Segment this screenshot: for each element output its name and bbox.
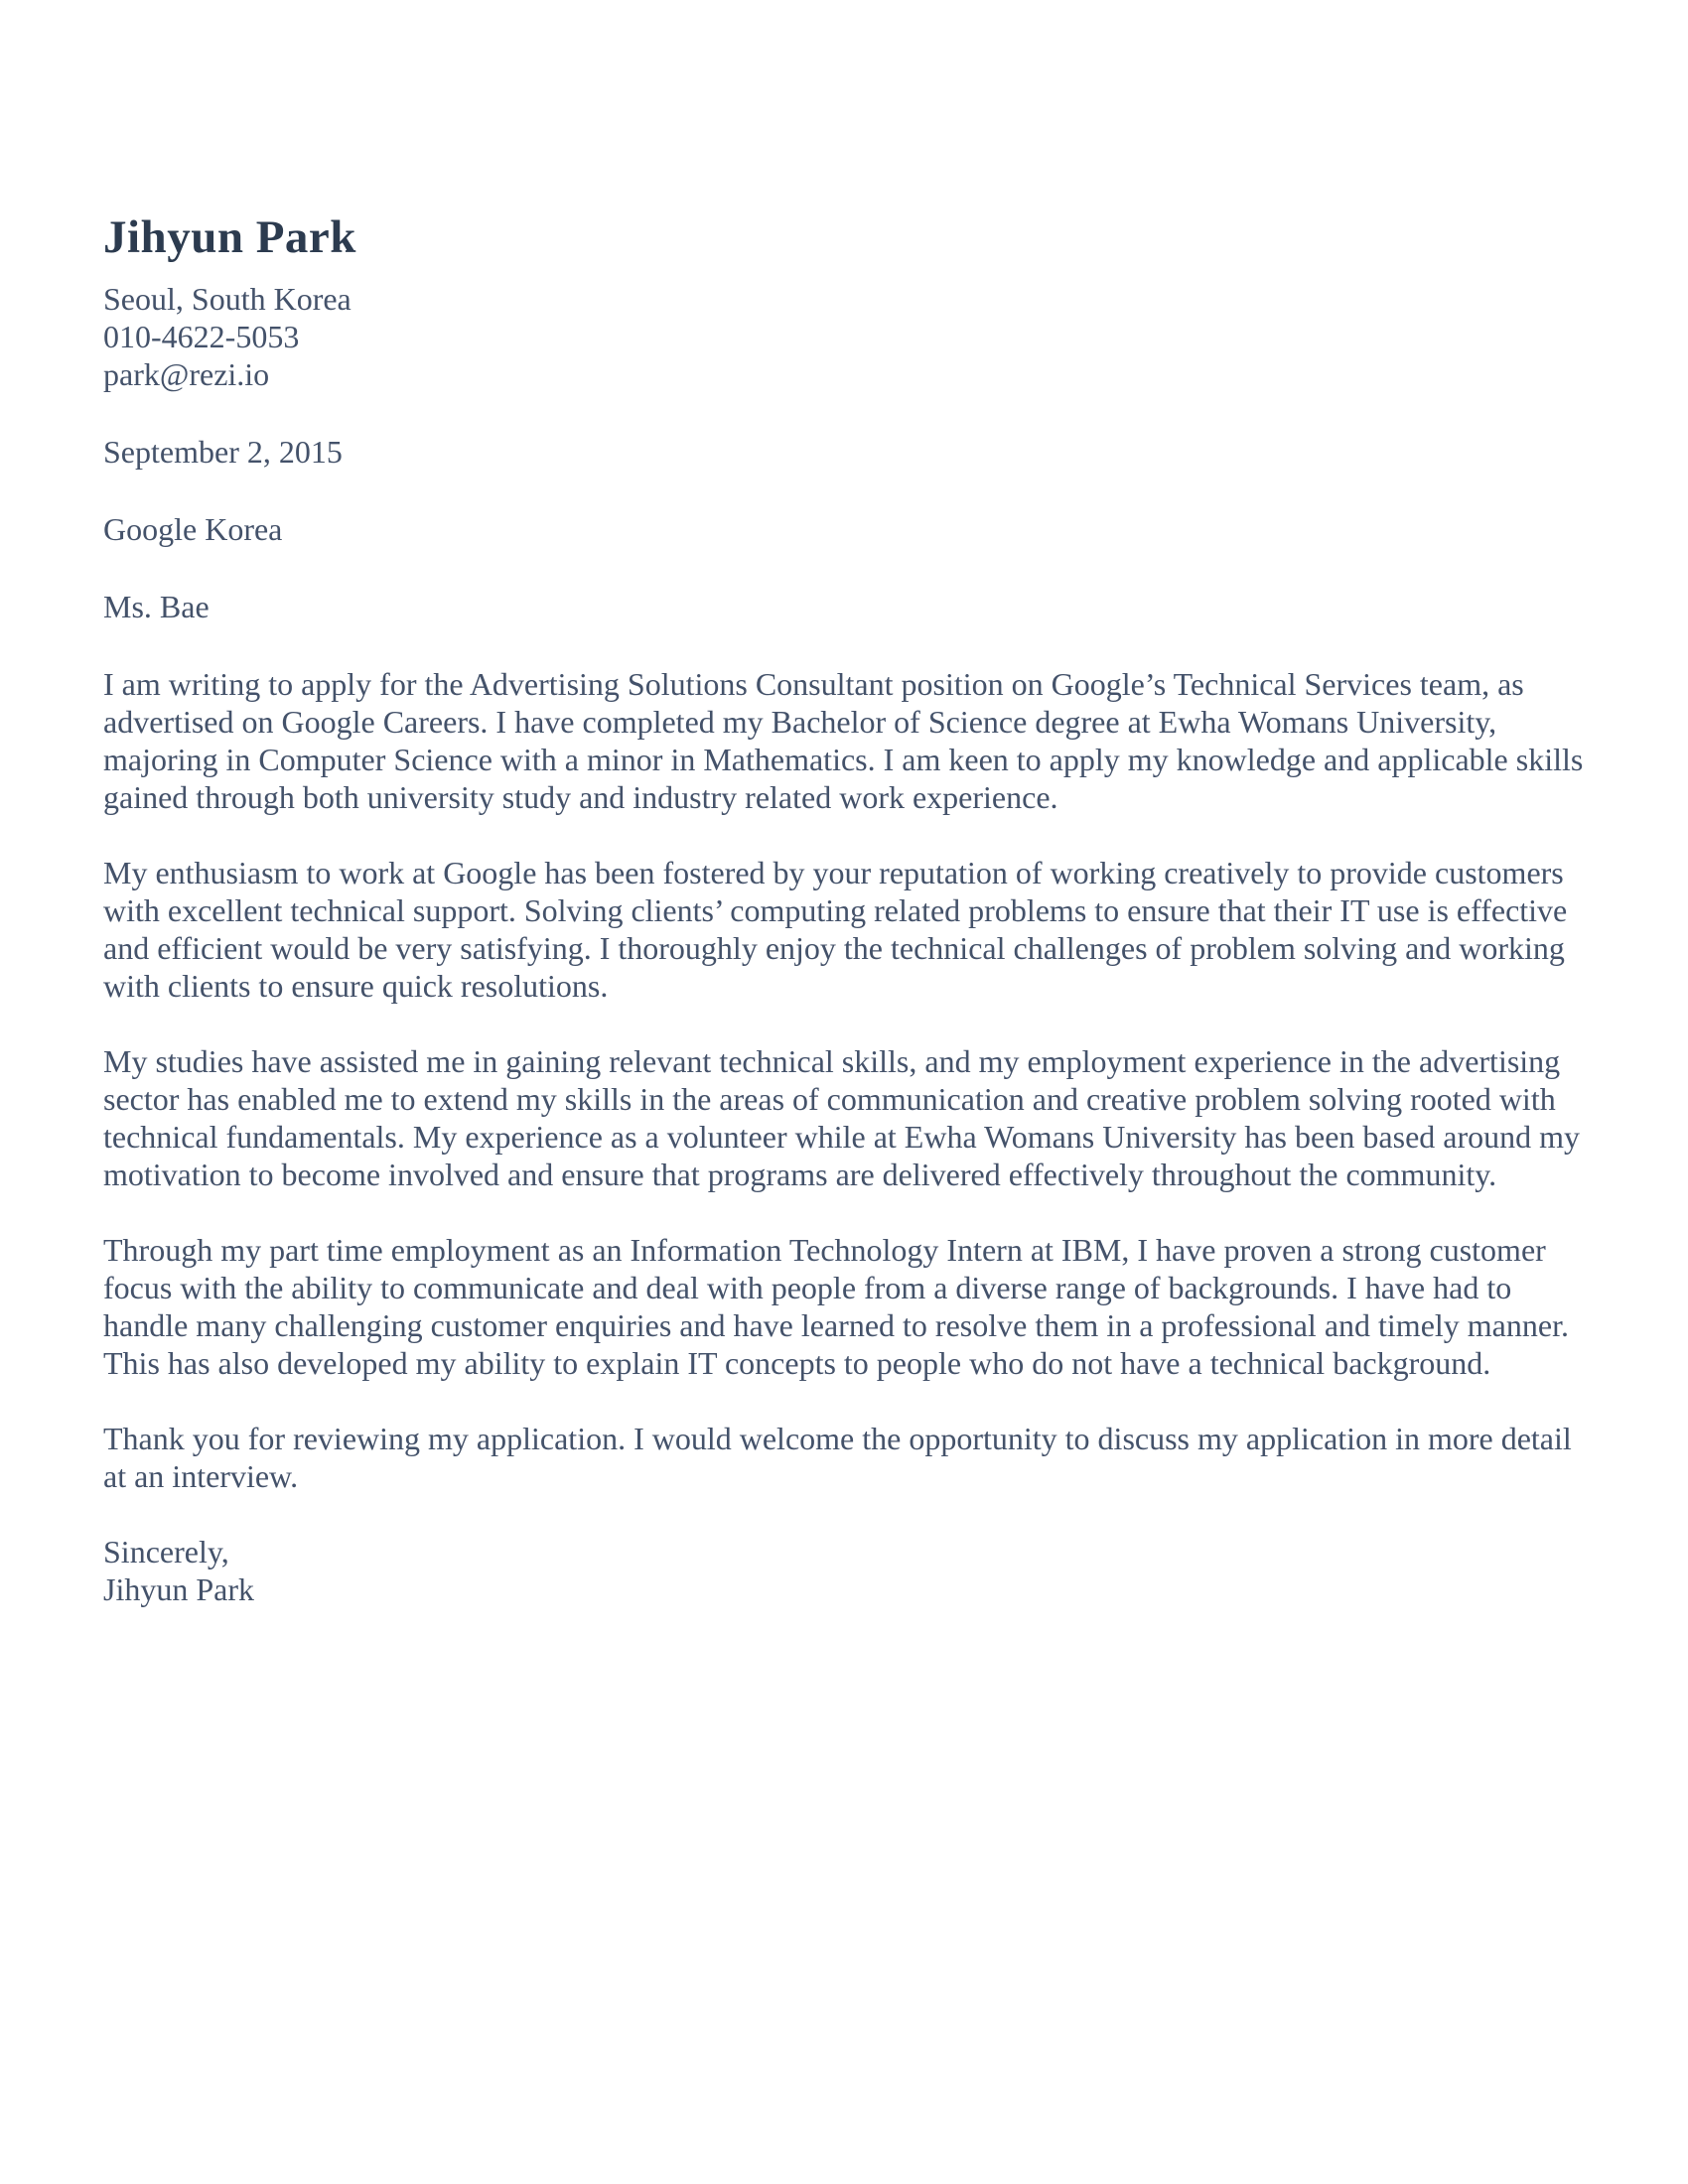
- recipient-company: Google Korea: [103, 511, 283, 547]
- closing-signature: Jihyun Park: [103, 1571, 254, 1607]
- paragraph-introduction: I am writing to apply for the Advertising Solutions Consultant position on Google’s Technical Services team, as advertised on Google Careers. I have completed my Bachelor of Science degree at Ewha Womans University, majoring in Computer Science with a minor in Mathematics. I am keen to apply my knowledge and applicable skills gained through both university study and industry related work experience.: [103, 666, 1584, 815]
- sender-phone: 010-4622-5053: [103, 319, 300, 354]
- sender-location: Seoul, South Korea: [103, 281, 352, 317]
- paragraph-experience: Through my part time employment as an Information Technology Intern at IBM, I have proven a strong customer focus with the ability to communicate and deal with people from a diverse range of backgrounds. I have had to handle many challenging customer enquiries and have learned to resolve them in a professional and timely manner. This has also developed my ability to explain IT concepts to people who do not have a technical background.: [103, 1232, 1569, 1381]
- sender-name: Jihyun Park: [103, 211, 356, 263]
- paragraph-enthusiasm: My enthusiasm to work at Google has been fostered by your reputation of working creatively to provide customers with excellent technical support. Solving clients’ computing related problems to ensure that their IT use is effective and efficient would be very satisfying. I thoroughly enjoy the technical challenges of problem solving and working with clients to ensure quick resolutions.: [103, 855, 1568, 1004]
- closing-salutation: Sincerely,: [103, 1534, 229, 1570]
- paragraph-studies: My studies have assisted me in gaining relevant technical skills, and my employment experience in the advertising sector has enabled me to extend my skills in the areas of communication and creative problem solving rooted with technical fundamentals. My experience as a volunteer while at Ewha Womans University has been based around my motivation to become involved and ensure that programs are delivered effectively throughout the community.: [103, 1043, 1581, 1192]
- recipient-greeting: Ms. Bae: [103, 589, 210, 624]
- paragraph-thanks: Thank you for reviewing my application. I would welcome the opportunity to discuss my application in more detail at an interview.: [103, 1421, 1572, 1494]
- contact-block: [103, 280, 1594, 393]
- sender-email: park@rezi.io: [103, 356, 270, 392]
- letter-date: September 2, 2015: [103, 434, 343, 470]
- closing-block: [103, 1533, 1594, 1608]
